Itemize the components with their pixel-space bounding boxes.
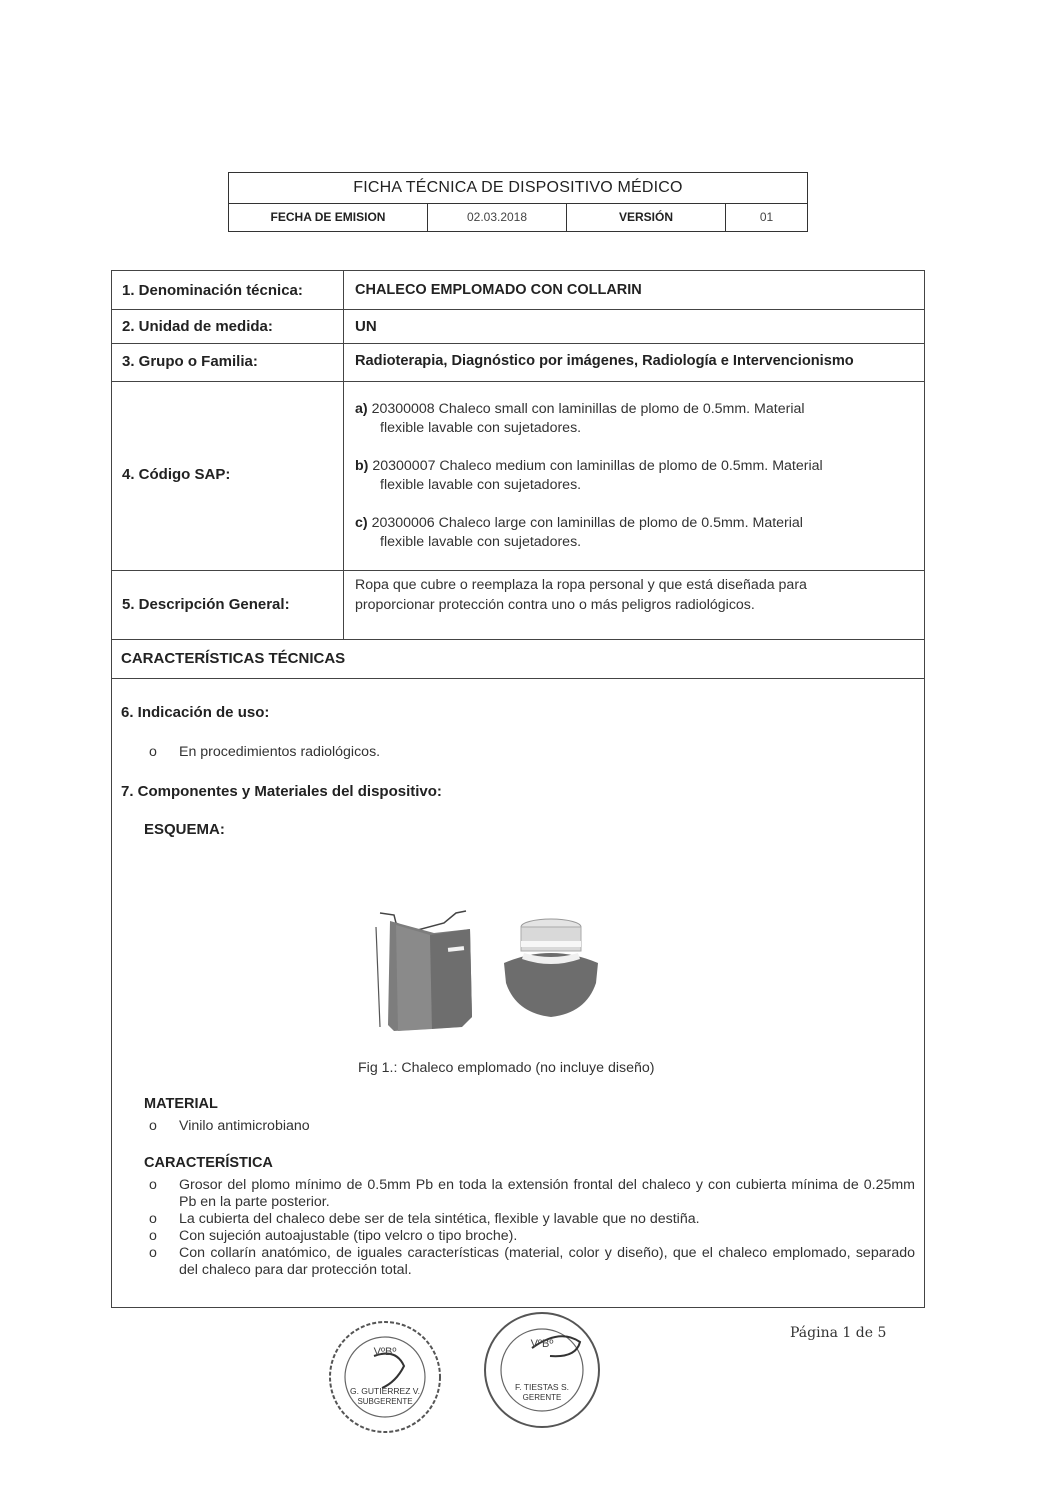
descripcion-value xyxy=(355,575,916,615)
stamp2-vb: VºBº xyxy=(530,1338,554,1350)
caracteristica-item-2: La cubierta del chaleco debe ser de tela sintética, flexible y lavable que no destiña. xyxy=(179,1211,700,1227)
sap-item-a xyxy=(355,400,916,438)
row-grupo xyxy=(112,344,924,382)
figure-caption: Fig 1.: Chaleco emplomado (no incluye diseño) xyxy=(358,1060,655,1076)
caracteristica-list xyxy=(143,1177,915,1279)
caracteristica-item-3: Con sujeción autoajustable (tipo velcro o tipo broche). xyxy=(179,1228,518,1244)
esquema-label: ESQUEMA: xyxy=(144,821,225,838)
indicacion-item: En procedimientos radiológicos. xyxy=(179,744,381,760)
bullet-icon: o xyxy=(149,1118,157,1134)
stamp1-name: G. GUTIERREZ V. xyxy=(349,1386,421,1396)
stamp-seal-icon xyxy=(480,1308,604,1432)
material-list xyxy=(143,1118,915,1135)
list-item xyxy=(143,1245,915,1279)
caracteristica-heading: CARACTERÍSTICA xyxy=(144,1155,273,1171)
row-denominacion xyxy=(112,271,924,310)
indicacion-list xyxy=(143,744,915,761)
row-descripcion xyxy=(112,571,924,640)
list-item xyxy=(143,1177,915,1211)
header-meta-row xyxy=(229,204,807,231)
collar-illustration xyxy=(496,913,606,1021)
bullet-icon: o xyxy=(149,744,157,760)
sap-a-line1: 20300008 Chaleco small con laminillas de plomo de 0.5mm. Material xyxy=(371,401,805,417)
list-item xyxy=(143,1228,915,1245)
denominacion-label: 1. Denominación técnica: xyxy=(122,282,303,299)
sap-item-c xyxy=(355,514,916,552)
list-item xyxy=(143,1118,915,1135)
document-header xyxy=(228,172,808,232)
indicacion-heading: 6. Indicación de uso: xyxy=(121,704,270,721)
version-value: 01 xyxy=(759,210,774,224)
unidad-value: UN xyxy=(355,318,377,335)
stamp-subgerente xyxy=(326,1318,444,1436)
unidad-label: 2. Unidad de medida: xyxy=(122,318,273,335)
descripcion-label: 5. Descripción General: xyxy=(122,596,290,613)
caracteristicas-tecnicas-heading: CARACTERÍSTICAS TÉCNICAS xyxy=(121,650,346,667)
fecha-label: FECHA DE EMISION xyxy=(229,204,428,231)
spec-table xyxy=(111,270,925,1308)
page-number: Página 1 de 5 xyxy=(790,1325,887,1341)
sap-b-line1: 20300007 Chaleco medium con laminillas de plomo de 0.5mm. Material xyxy=(372,458,823,474)
material-heading: MATERIAL xyxy=(144,1096,218,1112)
sap-c-line1: 20300006 Chaleco large con laminillas de plomo de 0.5mm. Material xyxy=(371,515,803,531)
version-label: VERSIÓN xyxy=(567,204,726,231)
grupo-value: Radioterapia, Diagnóstico por imágenes, Radiología e Intervencionismo xyxy=(355,353,854,369)
componentes-heading: 7. Componentes y Materiales del dispositivo: xyxy=(121,783,442,800)
sap-letter-a: a) xyxy=(355,401,368,417)
sap-label: 4. Código SAP: xyxy=(122,466,231,483)
stamp1-role: SUBGERENTE xyxy=(357,1397,413,1406)
stamp1-vb: VºBº xyxy=(373,1346,397,1358)
row-codigo-sap xyxy=(112,382,924,571)
fecha-value: 02.03.2018 xyxy=(428,204,567,231)
material-item: Vinilo antimicrobiano xyxy=(179,1118,310,1134)
sap-item-b xyxy=(355,457,916,495)
stamp-seal-icon xyxy=(326,1318,444,1436)
vest-illustration xyxy=(374,907,482,1037)
descripcion-line1: Ropa que cubre o reemplaza la ropa personal y que está diseñada para xyxy=(355,577,807,593)
list-item xyxy=(143,744,915,761)
bullet-icon: o xyxy=(149,1245,157,1261)
grupo-label: 3. Grupo o Familia: xyxy=(122,353,258,370)
list-item xyxy=(143,1211,915,1228)
bullet-icon: o xyxy=(149,1228,157,1244)
denominacion-value: CHALECO EMPLOMADO CON COLLARIN xyxy=(355,282,642,298)
sap-b-line2: flexible lavable con sujetadores. xyxy=(380,477,582,493)
caracteristica-item-4: Con collarín anatómico, de iguales características (material, color y diseño), que el chaleco emplomado, separado del chaleco para dar protección total. xyxy=(179,1245,915,1278)
sap-c-line2: flexible lavable con sujetadores. xyxy=(380,534,582,550)
bullet-icon: o xyxy=(149,1211,157,1227)
bullet-icon: o xyxy=(149,1177,157,1193)
document-title: FICHA TÉCNICA DE DISPOSITIVO MÉDICO xyxy=(229,173,807,204)
stamp-gerente xyxy=(480,1308,604,1432)
row-caracteristicas-tecnicas xyxy=(112,640,924,679)
caracteristica-item-1: Grosor del plomo mínimo de 0.5mm Pb en toda la extensión frontal del chaleco y con cubierta mínima de 0.25mm Pb en la parte posterior. xyxy=(179,1177,915,1210)
sap-a-line2: flexible lavable con sujetadores. xyxy=(380,420,582,436)
stamp2-role: GERENTE xyxy=(522,1393,562,1402)
sap-letter-b: b) xyxy=(355,458,369,474)
sap-letter-c: c) xyxy=(355,515,368,531)
stamp2-name: F. TIESTAS S. xyxy=(514,1382,569,1392)
row-unidad xyxy=(112,310,924,344)
descripcion-line2: proporcionar protección contra uno o más peligros radiológicos. xyxy=(355,597,755,613)
